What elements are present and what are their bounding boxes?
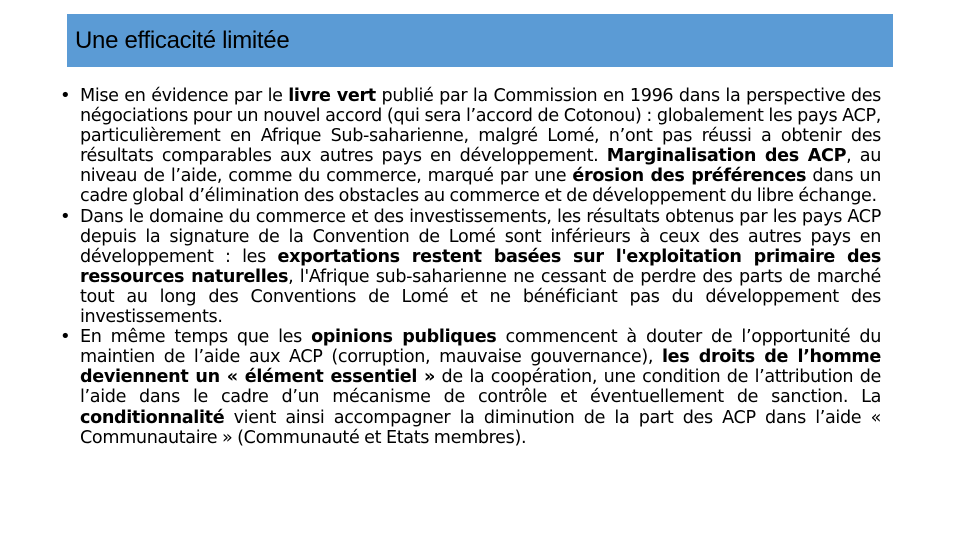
bold-text-segment: conditionnalité	[80, 407, 225, 428]
bold-text-segment: érosion des préférences	[572, 166, 807, 187]
bold-text-segment: livre vert	[288, 86, 376, 106]
bullet-text	[80, 86, 881, 207]
text-segment: Dans le domaine du commerce et des investissements, les résultats obtenus par les pays ACP depuis la signature de la Convention de Lomé sont inférieurs à ceux des autres pays en développement : les	[80, 206, 881, 267]
text-segment: de la coopération, une condition de l’attribution de l’aide dans le cadre d’un mécanisme de contrôle et éventuellement de sanction. La	[80, 367, 882, 408]
bullet-text	[80, 327, 881, 448]
text-segment: , l'Afrique sub-saharienne ne cessant de perdre des parts de marché tout au long des Conventions de Lomé et ne bénéficiant pas du développement des investissements.	[80, 266, 882, 328]
slide-body	[60, 86, 881, 448]
bullet-text	[80, 207, 881, 328]
slide-title: Une efficacité limitée	[75, 26, 290, 54]
bold-text-segment: exportations restent basées sur l'exploitation primaire des ressources naturelles	[80, 246, 881, 287]
bullet-marker: •	[60, 205, 71, 227]
text-segment: dans un cadre global d’élimination des obstacles au commerce et de développement du libre échange.	[80, 166, 881, 207]
bold-text-segment: Marginalisation des ACP	[606, 146, 847, 167]
bullet-item	[60, 327, 881, 448]
title-bar	[67, 14, 893, 67]
text-segment: En même temps que les	[80, 327, 312, 348]
text-segment: vient ainsi accompagner la diminution de la part des ACP dans l’aide « Communautaire » (Communauté et Etats membres).	[80, 407, 881, 448]
text-segment: , au niveau de l’aide, comme du commerce, marqué par une	[80, 146, 881, 187]
text-segment: commencent à douter de l’opportunité du maintien de l’aide aux ACP (corruption, mauvaise gouvernance),	[80, 327, 881, 368]
bullet-marker: •	[60, 85, 71, 106]
bullet-marker: •	[60, 326, 71, 348]
text-segment: Mise en évidence par le	[80, 86, 289, 106]
bullet-item	[60, 86, 881, 207]
bold-text-segment: les droits de l’homme deviennent un « élément essentiel »	[80, 347, 881, 388]
bullet-item	[60, 207, 881, 328]
bold-text-segment: opinions publiques	[311, 327, 497, 348]
text-segment: publié par la Commission en 1996 dans la perspective des négociations pour un nouvel accord (qui sera l’accord de Cotonou) : globalement les pays ACP, particulièrement en Afrique Sub-saharienne, malgré Lomé, n’ont pas réussi a obtenir des résultats comparables aux autres pays en développement.	[80, 86, 881, 167]
